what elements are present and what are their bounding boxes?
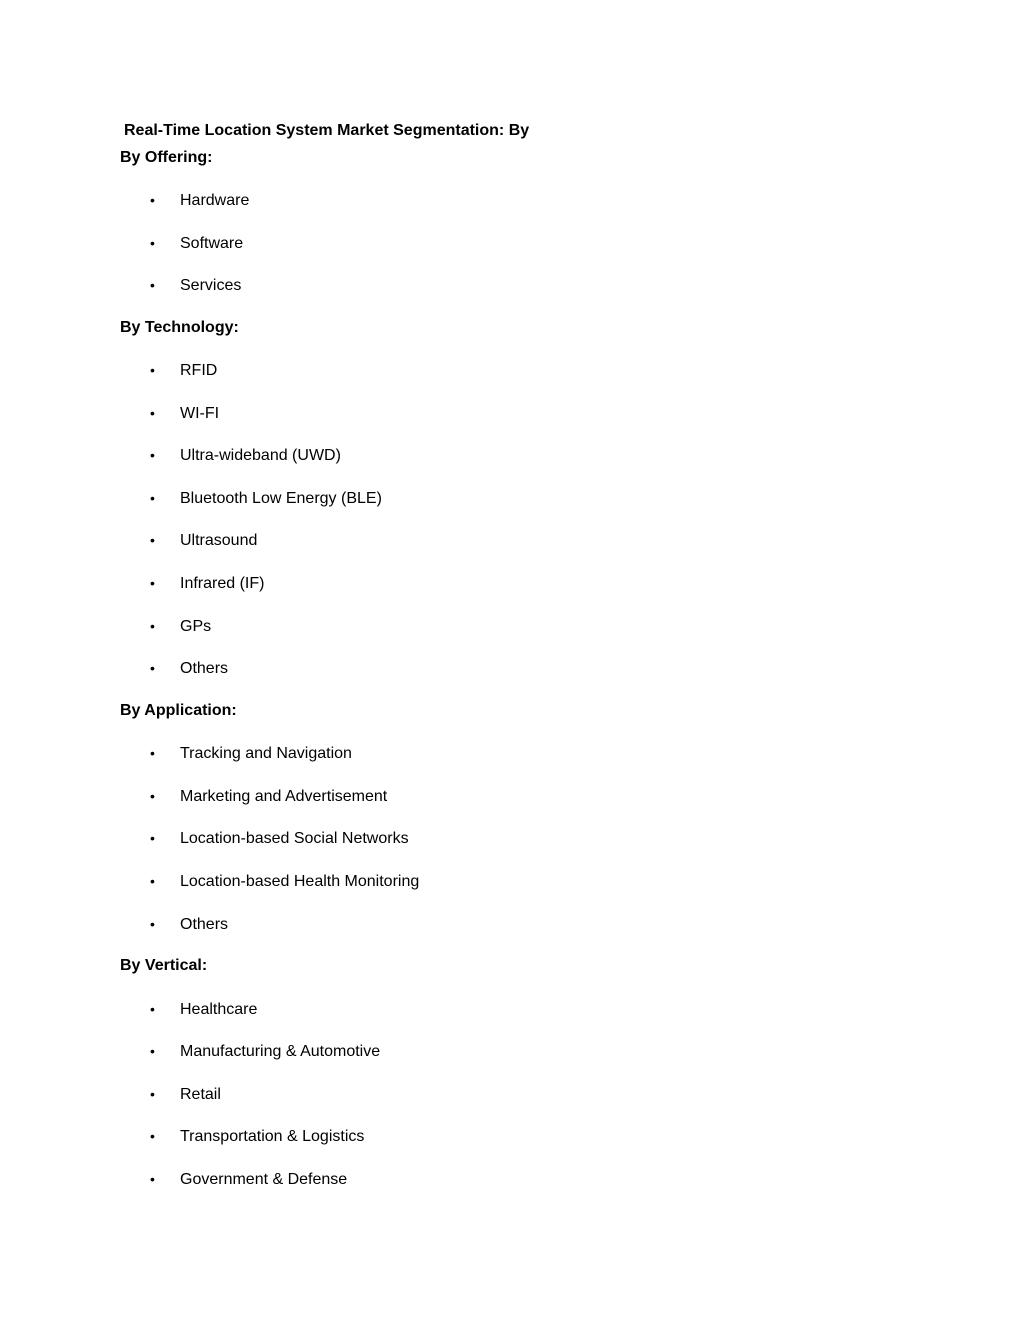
list-item: • Healthcare (150, 998, 257, 1020)
list-item: • Retail (150, 1083, 221, 1105)
bullet-icon: • (150, 1171, 155, 1187)
list-item: • Others (150, 913, 228, 935)
bullet-icon: • (150, 745, 155, 761)
bullet-icon: • (150, 1086, 155, 1102)
list-item: • Ultra-wideband (UWD) (150, 444, 341, 466)
bullet-icon: • (150, 277, 155, 293)
bullet-icon: • (150, 1128, 155, 1144)
bullet-icon: • (150, 447, 155, 463)
list-item: • RFID (150, 359, 217, 381)
bullet-icon: • (150, 490, 155, 506)
list-item: • Services (150, 274, 241, 296)
list-item: • Location-based Health Monitoring (150, 870, 419, 892)
list-item: • Software (150, 232, 243, 254)
document-title: Real-Time Location System Market Segmentation: By (124, 122, 530, 139)
section-heading-application: By Application: (120, 702, 237, 719)
list-item: • Location-based Social Networks (150, 827, 409, 849)
bullet-icon: • (150, 1043, 155, 1059)
bullet-icon: • (150, 618, 155, 634)
list-item: • Marketing and Advertisement (150, 785, 387, 807)
list-item: • Infrared (IF) (150, 572, 264, 594)
bullet-icon: • (150, 192, 155, 208)
bullet-icon: • (150, 660, 155, 676)
bullet-icon: • (150, 873, 155, 889)
bullet-icon: • (150, 532, 155, 548)
list-item: • GPs (150, 615, 211, 637)
list-item: • Hardware (150, 189, 249, 211)
list-item: • Tracking and Navigation (150, 742, 352, 764)
section-heading-technology: By Technology: (120, 319, 239, 336)
list-item: • Transportation & Logistics (150, 1125, 364, 1147)
bullet-icon: • (150, 916, 155, 932)
list-item: • Bluetooth Low Energy (BLE) (150, 487, 382, 509)
section-heading-offering: By Offering: (120, 149, 213, 166)
bullet-icon: • (150, 575, 155, 591)
list-item: • Ultrasound (150, 529, 257, 551)
section-heading-vertical: By Vertical: (120, 957, 208, 974)
bullet-icon: • (150, 362, 155, 378)
list-item: • Others (150, 657, 228, 679)
list-item: • WI-FI (150, 402, 219, 424)
list-item: • Government & Defense (150, 1168, 347, 1190)
bullet-icon: • (150, 788, 155, 804)
bullet-icon: • (150, 1001, 155, 1017)
bullet-icon: • (150, 830, 155, 846)
bullet-icon: • (150, 235, 155, 251)
bullet-icon: • (150, 405, 155, 421)
list-item: • Manufacturing & Automotive (150, 1040, 380, 1062)
